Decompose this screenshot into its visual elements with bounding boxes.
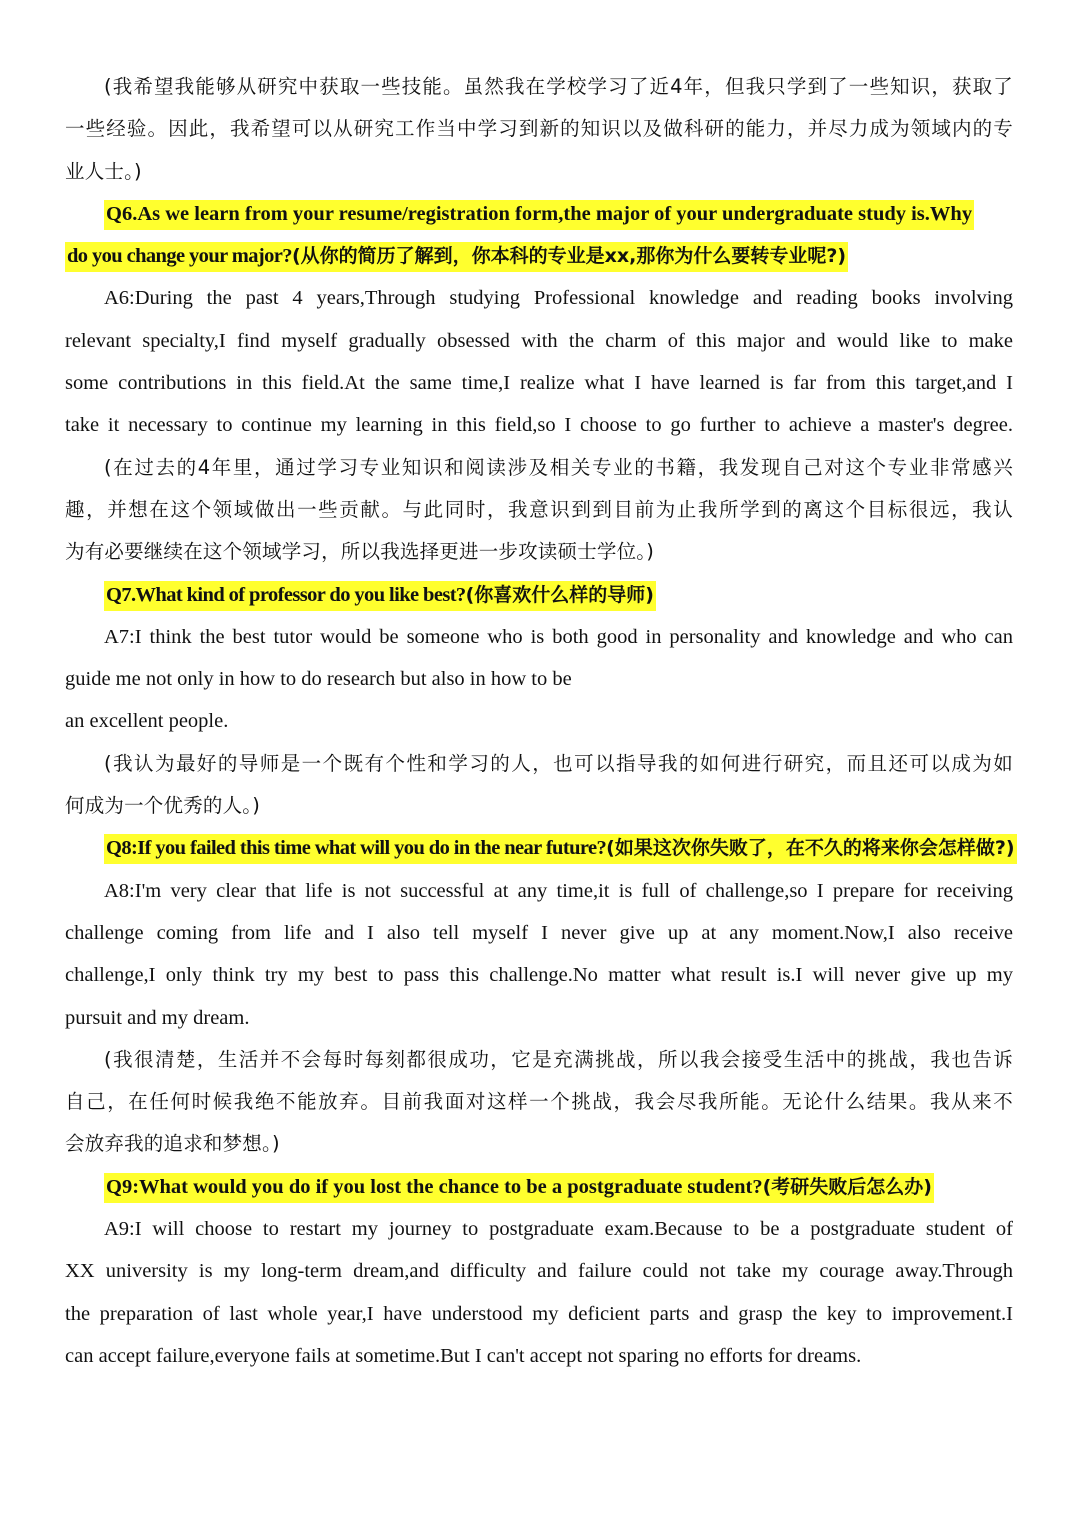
cn-paragraph-line: (我希望我能够从研究中获取一些技能。虽然我在学校学习了近4年，但我只学到了一些知识，获取了 [104, 75, 1013, 98]
cn-paragraph-line: 一些经验。因此，我希望可以从研究工作当中学习到新的知识以及做科研的能力，并尽力成为领域内的专 [65, 117, 1013, 141]
cn-paragraph-line: 为有必要继续在这个领域学习，所以我选择更进一步攻读硕士学位。) [65, 540, 655, 564]
answer-line: challenge,I only think try my best to pass this challenge.No matter what result is.I will never give up my [65, 964, 1013, 987]
question-highlight [104, 581, 656, 611]
question-text-en: do you change your major? [67, 245, 292, 268]
answer-line: challenge coming from life and I also tell myself I never give up at any moment.Now,I also receive [65, 921, 1013, 944]
question-q7 [65, 574, 1013, 616]
question-q8 [65, 827, 1013, 869]
question-highlight [65, 242, 848, 272]
answer-line: take it necessary to continue my learning in this field,so I choose to go further to achieve a master's degree. [65, 414, 1013, 437]
answer-line: relevant specialty,I find myself gradually obsessed with the charm of this major and would like to make [65, 329, 1013, 352]
answer-line: A6:During the past 4 years,Through studying Professional knowledge and reading books involving [104, 287, 1013, 310]
document-page [65, 66, 1013, 1377]
answer-line: an excellent people. [65, 710, 229, 733]
question-q6-line1 [65, 193, 1013, 235]
question-q6-line2 [65, 235, 1013, 277]
question-text-cn: (考研失败后怎么办) [762, 1175, 932, 1198]
cn-paragraph-line: (在过去的4年里，通过学习专业知识和阅读涉及相关专业的书籍，我发现自己对这个专业非常感兴 [104, 455, 1013, 479]
answer-line: some contributions in this field.At the same time,I realize what I have learned is far from this target,and I [65, 372, 1013, 395]
cn-paragraph-line: 自己，在任何时候我绝不能放弃。目前我面对这样一个挑战，我会尽我所能。无论什么结果。我从来不 [65, 1090, 1013, 1114]
answer-line: A7:I think the best tutor would be someone who is both good in personality and knowledge and who can [104, 625, 1013, 648]
cn-paragraph-line: 业人士。) [65, 159, 142, 183]
cn-paragraph-line: (我认为最好的导师是一个既有个性和学习的人，也可以指导我的如何进行研究，而且还可以成为如 [104, 751, 1013, 775]
question-q9 [65, 1166, 1013, 1208]
question-text-cn: (如果这次你失败了，在不久的将来你会怎样做?) [606, 837, 1015, 860]
answer-line: pursuit and my dream. [65, 1006, 250, 1029]
cn-paragraph-line: 会放弃我的追求和梦想。) [65, 1132, 280, 1156]
answer-line: A8:I'm very clear that life is not successful at any time,it is full of challenge,so I prepare for receiving [104, 879, 1013, 902]
question-text-en: Q8:If you failed this time what will you do in the near future? [106, 837, 607, 860]
answer-line: XX university is my long-term dream,and difficulty and failure could not take my courage away.Through [65, 1260, 1013, 1283]
cn-paragraph-line: 趣，并想在这个领域做出一些贡献。与此同时，我意识到到目前为止我所学到的离这个目标很远，我认 [65, 497, 1013, 521]
question-text-en: Q9:What would you do if you lost the chance to be a postgraduate student? [106, 1175, 763, 1198]
answer-line: the preparation of last whole year,I have understood my deficient parts and grasp the key to improvement.I [65, 1302, 1013, 1325]
question-highlight [104, 1173, 934, 1203]
question-text-en: Q7.What kind of professor do you like best? [106, 583, 466, 606]
answer-line: guide me not only in how to do research but also in how to be [65, 668, 572, 691]
answer-line: can accept failure,everyone fails at sometime.But I can't accept not sparing no efforts for dreams. [65, 1344, 862, 1367]
cn-paragraph-line: 何成为一个优秀的人。) [65, 794, 261, 818]
question-text-cn: (你喜欢什么样的导师) [465, 583, 654, 606]
answer-line: A9:I will choose to restart my journey to postgraduate exam.Because to be a postgraduate student of [104, 1218, 1013, 1241]
question-text-cn: (从你的简历了解到，你本科的专业是xx,那你为什么要转专业呢?) [291, 245, 847, 268]
cn-paragraph-line: (我很清楚，生活并不会每时每刻都很成功，它是充满挑战，所以我会接受生活中的挑战，我也告诉 [104, 1047, 1013, 1071]
question-highlight: Q6.As we learn from your resume/registration form,the major of your undergraduate study is.Why [104, 200, 974, 230]
question-highlight [104, 834, 1017, 864]
